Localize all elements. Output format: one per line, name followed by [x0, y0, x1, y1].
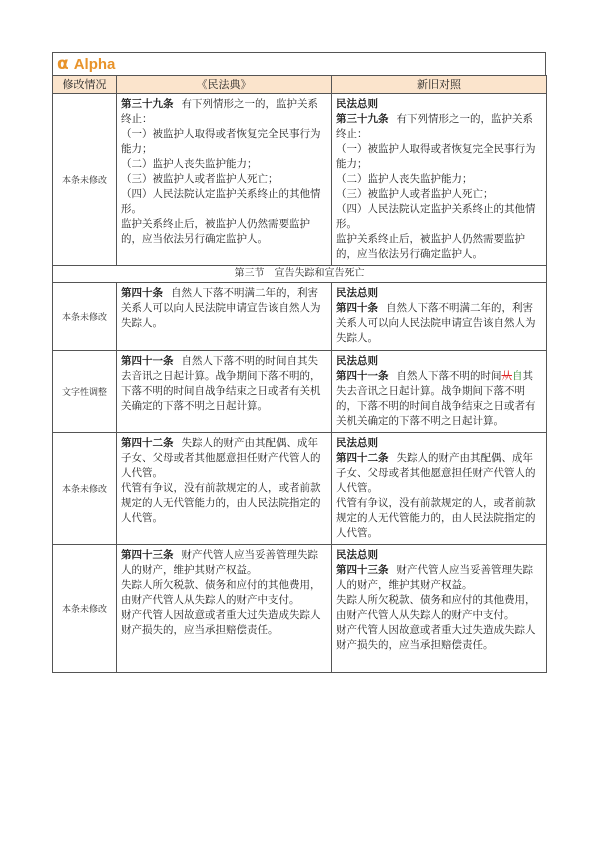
civil-code-cell: 第三十九条 有下列情形之一的，监护关系终止： （一）被监护人取得或者恢复完全民事行为能力； （二）监护人丧失监护能力； （三）被监护人或者监护人死亡； （四）人民法院认定监护关系终止的其他情形。 监护关系终止后，被监护人仍然需要监护的，应当依法另行确定监护人。	[117, 94, 332, 266]
section-heading: 第三节 宣告失踪和宣告死亡	[53, 266, 547, 283]
comparison-cell: 民法总则 第四十条 自然人下落不明满二年的，利害关系人可以向人民法院申请宣告该自然人为失踪人。	[332, 283, 547, 351]
status-cell: 本条未修改	[53, 545, 117, 673]
civil-code-cell: 第四十二条 失踪人的财产由其配偶、成年子女、父母或者其他愿意担任财产代管人的人代管。 代管有争议，没有前款规定的人，或者前款规定的人无代管能力的，由人民法院指定的人代管。	[117, 433, 332, 545]
source-label: 民法总则	[336, 437, 378, 449]
comparison-page	[52, 52, 546, 673]
table-row	[53, 433, 547, 545]
header-status: 修改情况	[53, 76, 117, 94]
comparison-cell: 民法总则 第四十二条 失踪人的财产由其配偶、成年子女、父母或者其他愿意担任财产代管人的人代管。 代管有争议，没有前款规定的人，或者前款规定的人无代管能力的，由人民法院指定的人代管。	[332, 433, 547, 545]
logo-text: Alpha	[73, 55, 116, 73]
table-row	[53, 94, 547, 266]
article-number: 第四十条	[336, 302, 378, 314]
article-number: 第四十条	[121, 287, 163, 299]
table-row	[53, 351, 547, 433]
article-number: 第三十九条	[121, 98, 174, 110]
status-cell: 文字性调整	[53, 351, 117, 433]
source-label: 民法总则	[336, 287, 378, 299]
header-civil-code: 《民法典》	[117, 76, 332, 94]
status-cell: 本条未修改	[53, 94, 117, 266]
table-header-row	[53, 76, 547, 94]
civil-code-cell: 第四十一条 自然人下落不明的时间自其失去音讯之日起计算。战争期间下落不明的，下落不明的时间自战争结束之日或者有关机关确定的下落不明之日起计算。	[117, 351, 332, 433]
comparison-table	[52, 75, 547, 673]
inserted-text: 自	[512, 370, 523, 382]
status-cell: 本条未修改	[53, 433, 117, 545]
source-label: 民法总则	[336, 98, 378, 110]
article-number: 第四十三条	[121, 549, 174, 561]
comparison-cell: 民法总则 第四十一条 自然人下落不明的时间从自其失去音讯之日起计算。战争期间下落不明的，下落不明的时间自战争结束之日或者有关机关确定的下落不明之日起计算。	[332, 351, 547, 433]
article-number: 第四十一条	[121, 355, 174, 367]
deleted-text: 从	[501, 370, 512, 382]
source-label: 民法总则	[336, 549, 378, 561]
source-label: 民法总则	[336, 355, 378, 367]
article-number: 第三十九条	[336, 113, 389, 125]
comparison-cell: 民法总则 第四十三条 财产代管人应当妥善管理失踪人的财产，维护其财产权益。 失踪人所欠税款、债务和应付的其他费用，由财产代管人从失踪人的财产中支付。 财产代管人因故意或者重大过失造成失踪人财产损失的，应当承担赔偿责任。	[332, 545, 547, 673]
status-cell: 本条未修改	[53, 283, 117, 351]
civil-code-cell: 第四十三条 财产代管人应当妥善管理失踪人的财产，维护其财产权益。 失踪人所欠税款、债务和应付的其他费用，由财产代管人从失踪人的财产中支付。 财产代管人因故意或者重大过失造成失踪人财产损失的，应当承担赔偿责任。	[117, 545, 332, 673]
section-heading-row	[53, 266, 547, 283]
logo-bar	[52, 52, 546, 75]
article-number: 第四十一条	[336, 370, 389, 382]
header-comparison: 新旧对照	[332, 76, 547, 94]
table-row	[53, 283, 547, 351]
article-number: 第四十二条	[336, 452, 389, 464]
alpha-logo-icon: α	[57, 54, 69, 74]
civil-code-cell: 第四十条 自然人下落不明满二年的，利害关系人可以向人民法院申请宣告该自然人为失踪人。	[117, 283, 332, 351]
article-number: 第四十二条	[121, 437, 174, 449]
comparison-cell: 民法总则 第三十九条 有下列情形之一的，监护关系终止： （一）被监护人取得或者恢复完全民事行为能力； （二）监护人丧失监护能力； （三）被监护人或者监护人死亡； （四）人民法院认定监护关系终止的其他情形。 监护关系终止后，被监护人仍然需要监护的，应当依法另行确定监护人。	[332, 94, 547, 266]
table-row	[53, 545, 547, 673]
article-number: 第四十三条	[336, 564, 389, 576]
